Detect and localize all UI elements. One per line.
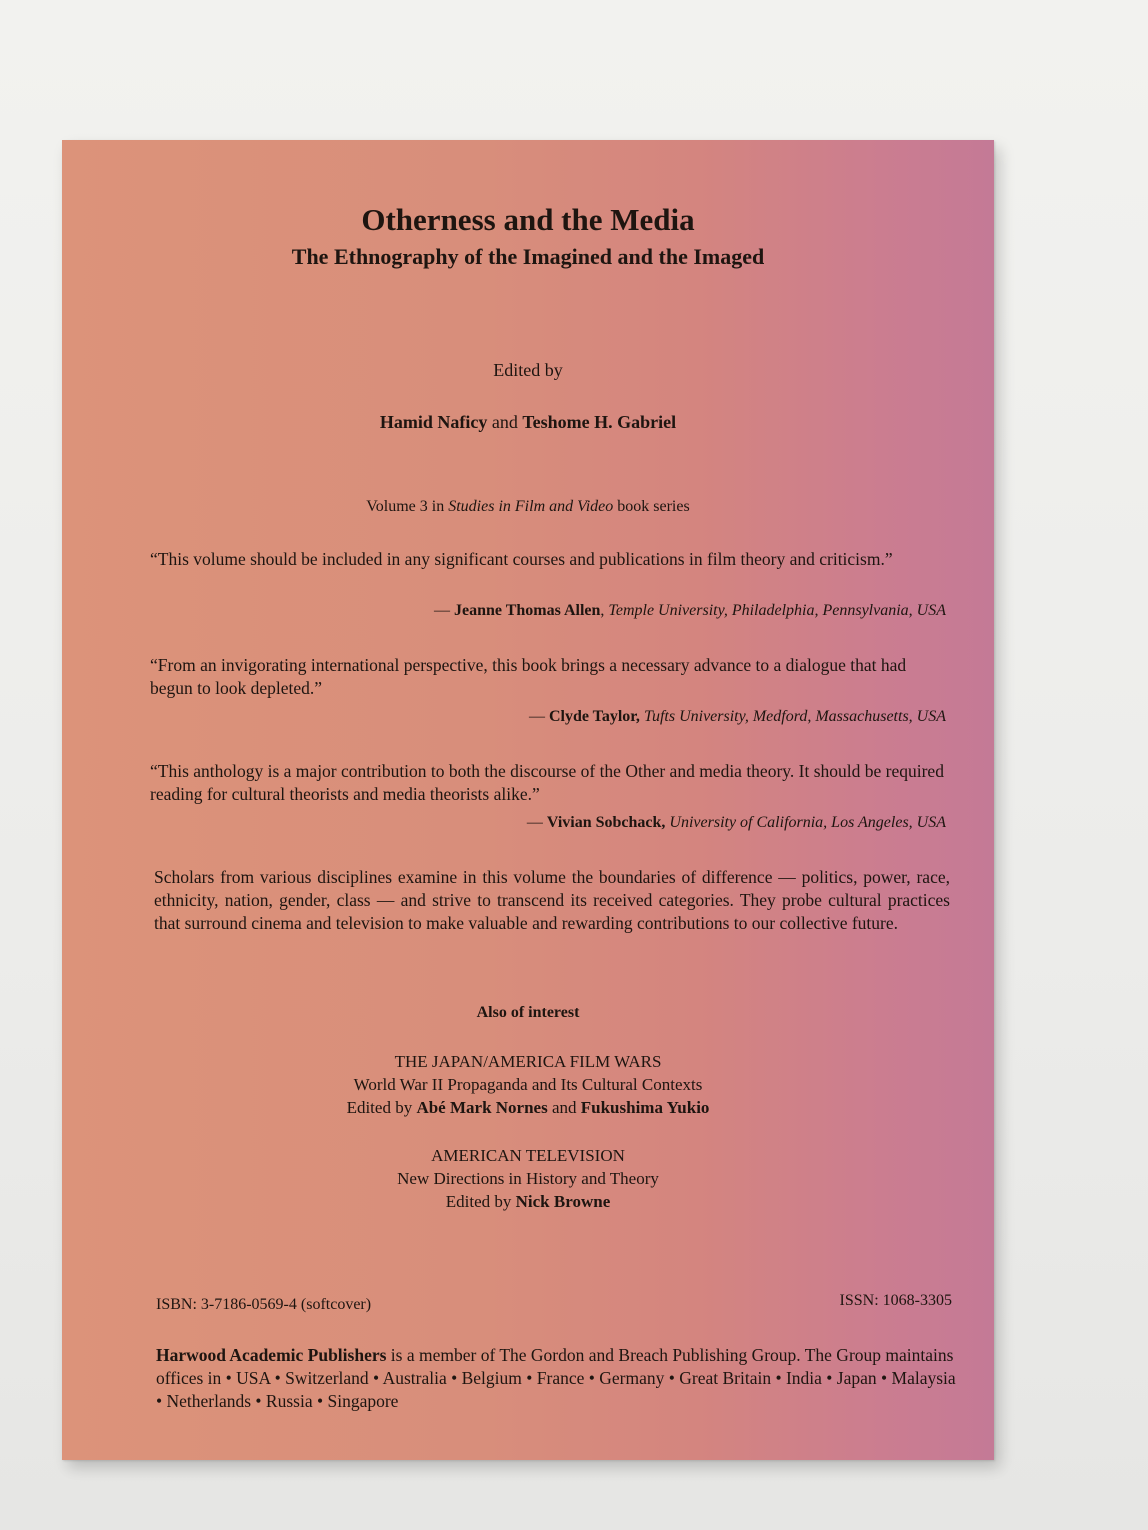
edited-by-label: Edited by (493, 360, 563, 380)
reviewer-name: Vivian Sobchack, (546, 814, 666, 831)
publisher-statement (156, 1344, 956, 1413)
series-suffix: book series (617, 498, 690, 515)
also-of-interest-heading: Also of interest (476, 1004, 580, 1021)
edited-prefix: Edited by (445, 1192, 512, 1211)
related-book (62, 1144, 994, 1213)
book-subtitle: The Ethnography of the Imagined and the Imaged (291, 244, 765, 269)
related-book-title: AMERICAN TELEVISION (431, 1146, 625, 1165)
attribution-dash: — (528, 708, 545, 725)
related-book-subtitle: New Directions in History and Theory (397, 1169, 659, 1188)
related-book-editors (62, 1096, 994, 1119)
review-quote: “This anthology is a major contribution to both the discourse of the Other and media theory. It should be required reading for cultural theorists and media theorists alike.” (150, 761, 944, 804)
book-title: Otherness and the Media (361, 202, 695, 237)
publisher-text: is a member of The Gordon and Breach Publishing Group. The Group maintains offices in • USA • Switzerland • Australia • Belgium • France • Germany • Great Britain • India • Japan • Malaysia • Netherlands • Russia • Singapore (156, 1345, 956, 1411)
editor-name: Fukushima Yukio (580, 1098, 710, 1117)
book-description: Scholars from various disciplines examine in this volume the boundaries of difference — politics, power, race, ethnicity, nation, gender, class — and strive to transcend its received categories. They probe cultural practices that surround cinema and television to make valuable and rewarding contributions to our collective future. (154, 867, 950, 933)
editor-name: Nick Browne (515, 1192, 611, 1211)
editor-name: Abé Mark Nornes (416, 1098, 548, 1117)
series-name: Studies in Film and Video (448, 498, 614, 515)
review-attribution: — Jeanne Thomas Allen, Temple University, Philadelphia, Pennsylvania, USA (434, 602, 946, 619)
related-book-editors (62, 1190, 994, 1213)
editors-line (62, 412, 994, 433)
editor-name: Hamid Naficy (379, 412, 488, 432)
attribution-dash: — (434, 602, 451, 619)
series-prefix: Volume 3 in (366, 498, 445, 515)
edited-prefix: Edited by (346, 1098, 413, 1117)
attribution-dash: — (526, 814, 543, 831)
related-book (62, 1050, 994, 1119)
isbn: ISBN: 3-7186-0569-4 (softcover) (156, 1296, 372, 1313)
related-book-title: THE JAPAN/AMERICA FILM WARS (394, 1052, 662, 1071)
review-quote: “This volume should be included in any significant courses and publications in film theory and criticism.” (150, 549, 893, 569)
editor-joiner: and (551, 1098, 577, 1117)
editor-joiner: and (491, 412, 518, 432)
editor-name: Teshome H. Gabriel (522, 412, 677, 432)
reviewer-affiliation: University of California, Los Angeles, USA (669, 814, 946, 831)
related-book-subtitle: World War II Propaganda and Its Cultural Contexts (353, 1075, 703, 1094)
series-line (62, 498, 994, 516)
reviewer-affiliation: Tufts University, Medford, Massachusetts, USA (643, 708, 946, 725)
review-attribution (527, 814, 946, 832)
reviewer-name: Clyde Taylor, (548, 708, 640, 725)
book-back-cover (62, 140, 994, 1460)
review-attribution (529, 708, 946, 726)
reviewer-name: Jeanne Thomas Allen (454, 602, 601, 619)
publisher-name: Harwood Academic Publishers (156, 1345, 387, 1365)
issn: ISSN: 1068-3305 (839, 1292, 952, 1309)
review-quote: “From an invigorating international perspective, this book brings a necessary advance to a dialogue that had begun to look depleted.” (150, 655, 907, 698)
reviewer-affiliation: Temple University, Philadelphia, Pennsylvania, USA (608, 602, 946, 619)
